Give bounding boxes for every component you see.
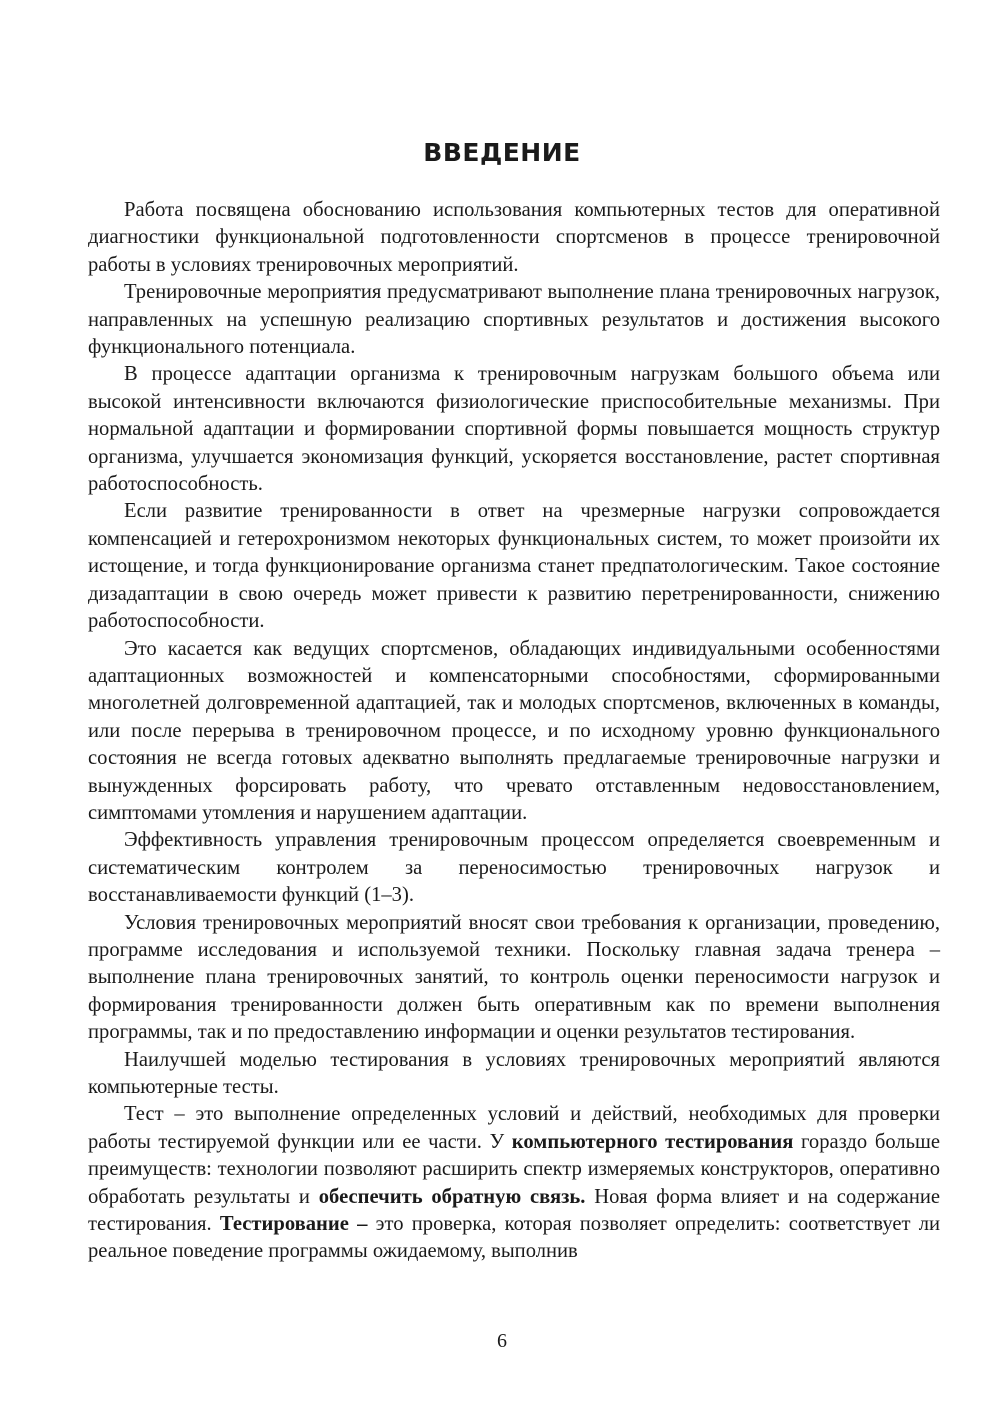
paragraph-9 [88, 1101, 940, 1265]
paragraph-5: Это касается как ведущих спортсменов, обладающих индивидуальными особенностями адаптационных возможностей и компенсаторными способностями, сформированными многолетней долговременной адаптацией, так и молодых спортсменов, включенных в команды, или после перерыва в тренировочном процессе, и по исходному уровню функционального состояния не всегда готовых адекватно выполнять предлагаемые тренировочные нагрузки и вынужденных форсировать работу, что чревато отставленным недовосстановлением, симптомами утомления и нарушением адаптации. [88, 637, 940, 824]
bold-term-computer-testing: компьютерного тестирования [511, 1130, 794, 1153]
paragraph-8: Наилучшей моделью тестирования в условиях тренировочных мероприятий являются компьютерные тесты. [88, 1048, 940, 1098]
paragraph-6: Эффективность управления тренировочным процессом определяется своевременным и систематическим контролем за переносимостью тренировочных нагрузок и восстанавливаемости функций (1–3). [88, 829, 940, 907]
body-text [88, 197, 940, 1266]
bold-term-feedback: обеспечить обратную связь. [318, 1185, 586, 1208]
paragraph-3: В процессе адаптации организма к тренировочным нагрузкам большого объема или высокой интенсивности включаются физиологические приспособительные механизмы. При нормальной адаптации и формировании спортивной формы повышается мощность структур организма, улучшается экономизация функций, ускоряется восстановление, растет спортивная работоспособность. [88, 363, 940, 496]
paragraph-7: Условия тренировочных мероприятий вносят свои требования к организации, проведению, программе исследования и используемой техники. Поскольку главная задача тренера – выполнение плана тренировочных занятий, то контроль оценки переносимости нагрузок и формирования тренированности должен быть оперативным как по времени выполнения программы, так и по предоставлению информации и оценки результатов тестирования. [88, 911, 940, 1044]
paragraph-9-part-2: гораздо больше преимуществ: технологии позволяют расширить спектр измеряемых конструкторов, оперативно обработать результаты и [88, 1130, 941, 1208]
page-title: ВВЕДЕНИЕ [423, 138, 581, 167]
paragraph-4: Если развитие тренированности в ответ на чрезмерные нагрузки сопровождается компенсацией и гетерохронизмом некоторых функциональных систем, то может произойти их истощение, и тогда функционирование организма станет предпатологическим. Такое состояние дизадаптации в свою очередь может привести к развитию перетренированности, снижению работоспособности. [88, 500, 940, 633]
paragraph-1: Работа посвящена обоснованию использования компьютерных тестов для оперативной диагностики функциональной подготовленности спортсменов в процессе тренировочной работы в условиях тренировочных мероприятий. [88, 199, 940, 276]
paragraph-9-part-1: Тест – это выполнение определенных условий и действий, необходимых для проверки работы тестируемой функции или ее части. У [88, 1103, 940, 1153]
page-number: 6 [497, 1330, 507, 1352]
paragraph-9-part-4: это проверка, которая позволяет определить: соответствует ли реальное поведение программы ожидаемому, выполнив [88, 1213, 941, 1263]
bold-term-testing: Тестирование – [219, 1213, 368, 1236]
paragraph-2: Тренировочные мероприятия предусматривают выполнение плана тренировочных нагрузок, направленных на успешную реализацию спортивных результатов и достижения высокого функционального потенциала. [88, 281, 940, 359]
paragraph-9-part-3: Новая форма влияет и на содержание тестирования. [88, 1185, 941, 1236]
